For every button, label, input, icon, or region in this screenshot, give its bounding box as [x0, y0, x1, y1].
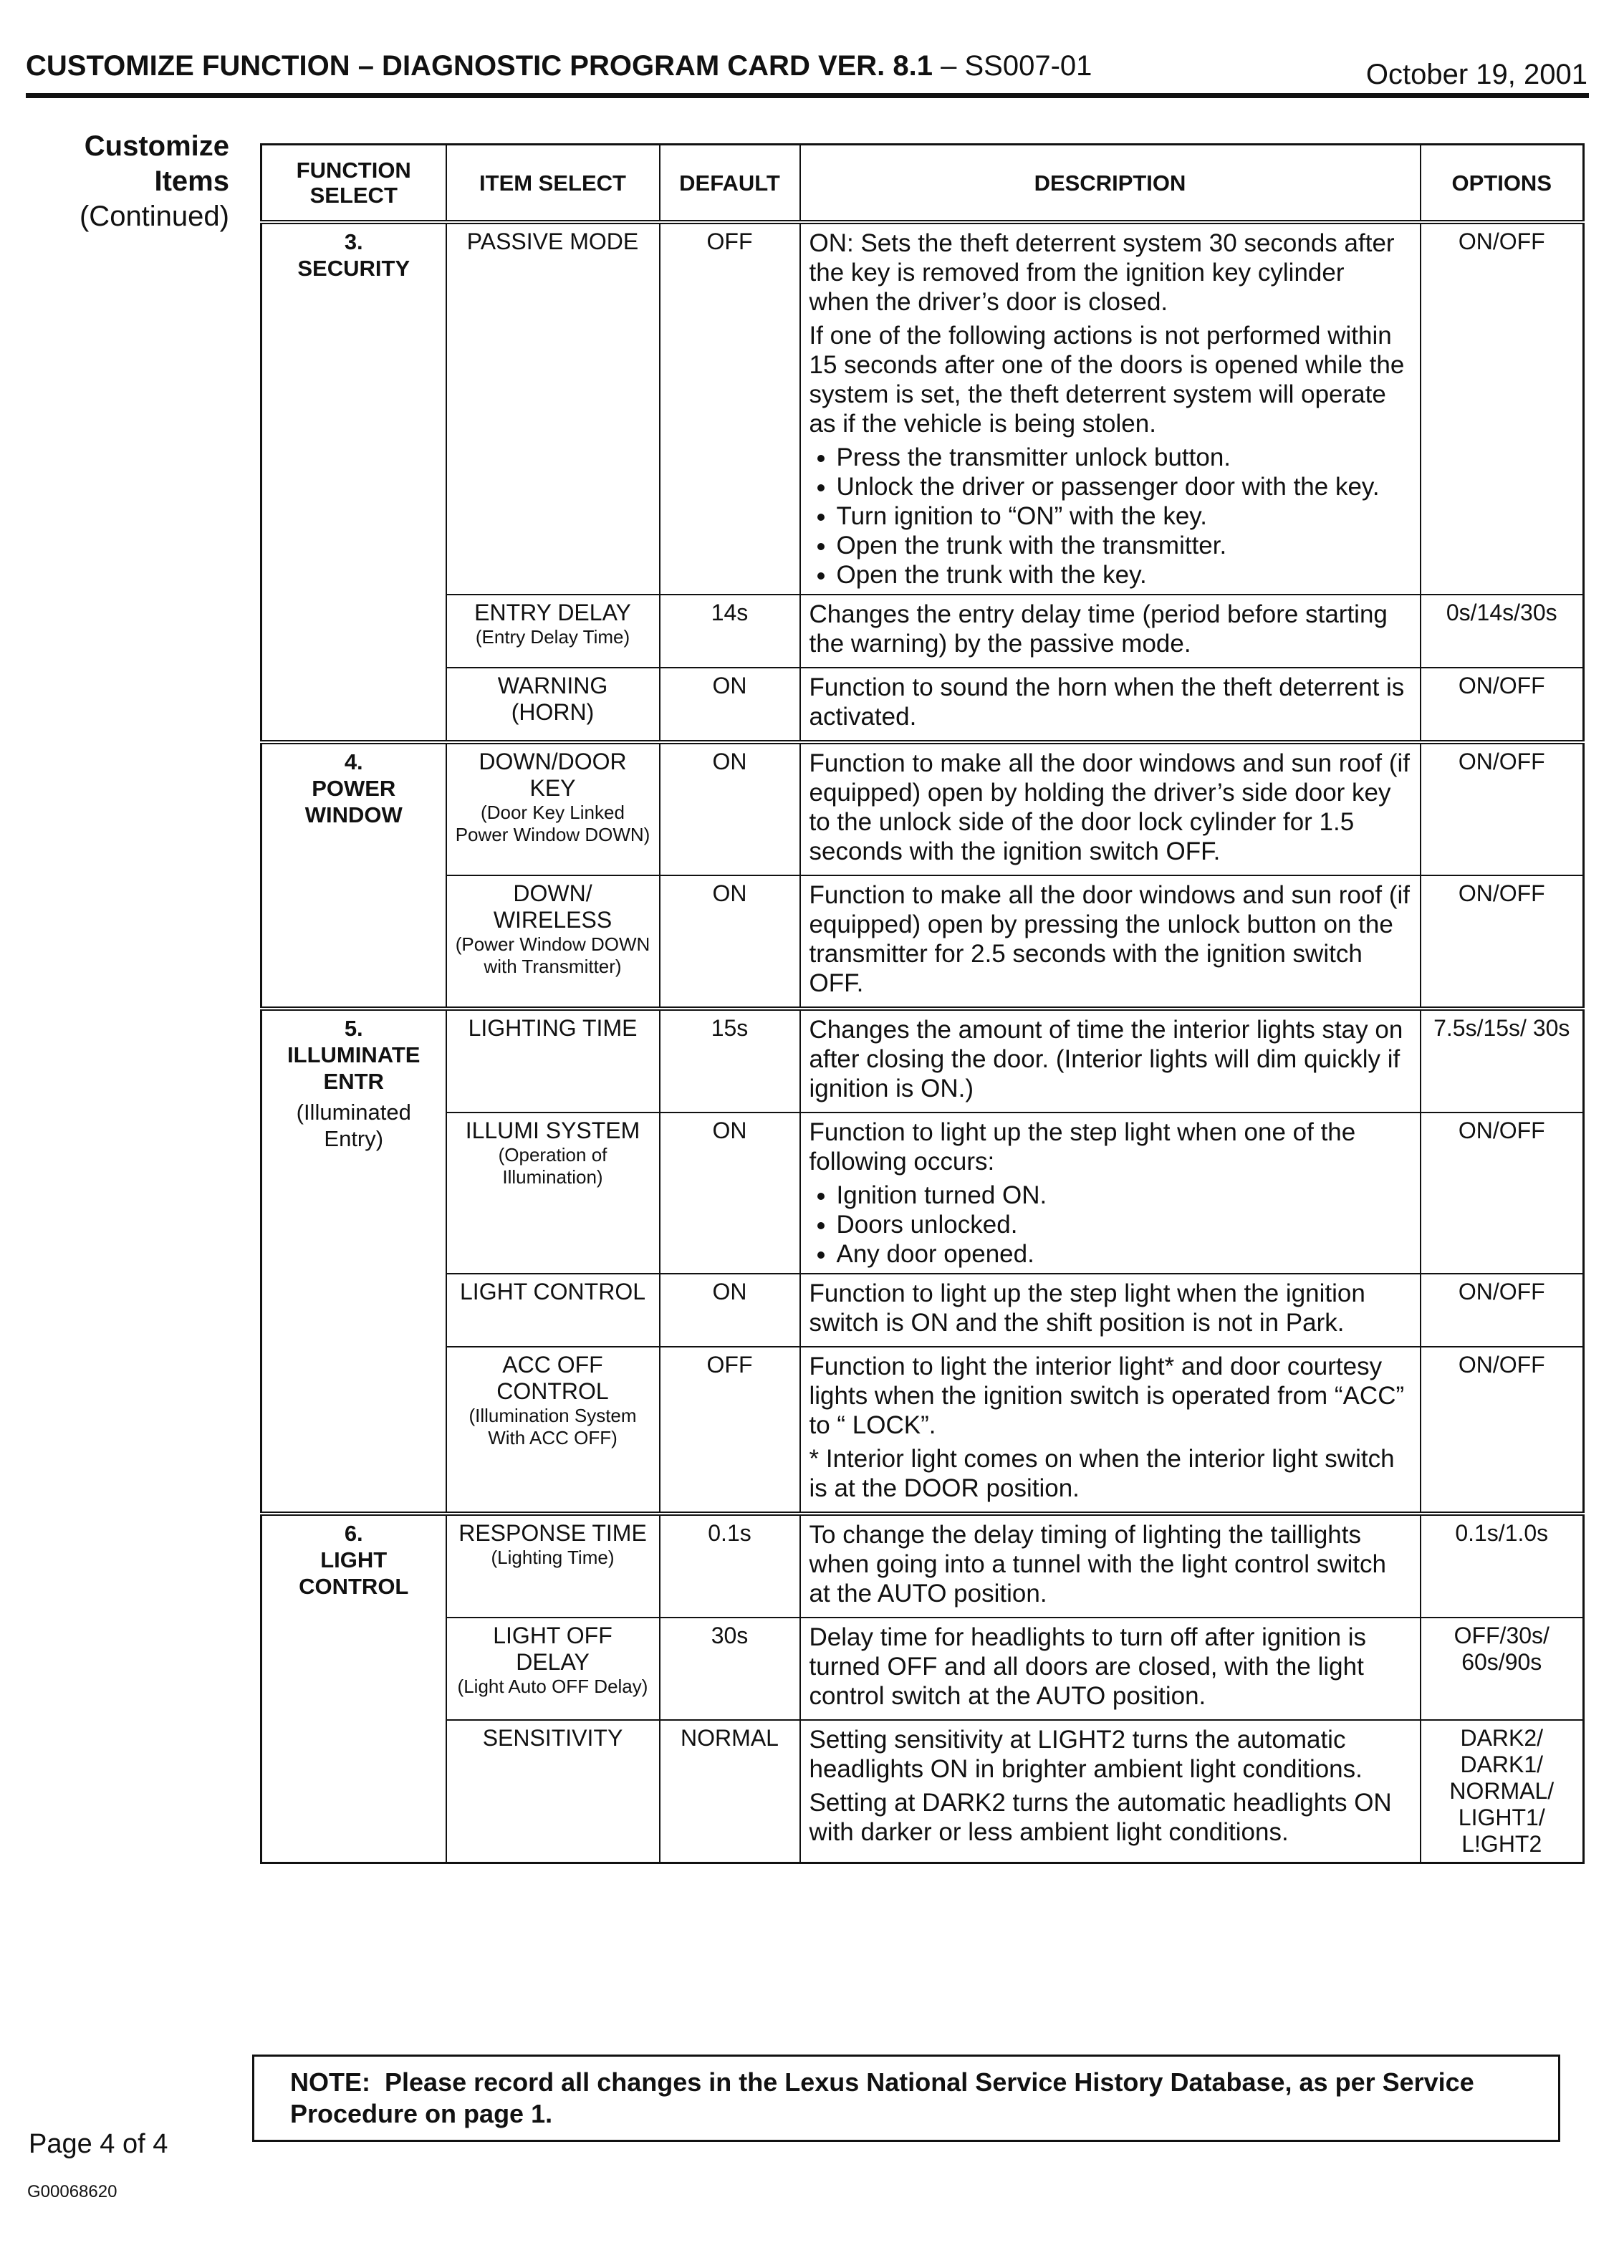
- default-cell: ON: [660, 1274, 800, 1347]
- description-bullets: [809, 1181, 1411, 1269]
- description-paragraph: To change the delay timing of lighting the taillights when going into a tunnel with the light control switch at the AUTO position.: [809, 1521, 1386, 1608]
- col-header-default: DEFAULT: [660, 145, 800, 223]
- item-subtitle: (Illumination System With ACC OFF): [469, 1405, 637, 1448]
- side-label-line1: Customize: [84, 130, 229, 162]
- function-select-cell: [261, 1514, 446, 1863]
- description-bullet: • Ignition turned ON.: [837, 1181, 1411, 1210]
- options-cell: 7.5s/15s/ 30s: [1421, 1009, 1584, 1113]
- item-name: ACC OFF CONTROL: [496, 1352, 609, 1404]
- item-name: ENTRY DELAY: [474, 600, 631, 625]
- item-select-cell: [446, 1009, 660, 1113]
- side-label-line2: Items: [154, 165, 229, 197]
- item-subtitle: (Operation of Illumination): [498, 1144, 607, 1188]
- description-bullets: [809, 443, 1411, 590]
- table-row: [261, 222, 1584, 595]
- item-select-cell: [446, 222, 660, 595]
- description-cell: [800, 1514, 1421, 1618]
- item-select-cell: [446, 875, 660, 1009]
- item-name: RESPONSE TIME: [458, 1520, 647, 1546]
- function-name: POWER WINDOW: [304, 776, 403, 827]
- function-number: 4.: [344, 749, 363, 774]
- document-title: [26, 50, 1092, 82]
- description-bullet: • Turn ignition to “ON” with the key.: [837, 501, 1411, 531]
- table-row: [261, 1347, 1584, 1514]
- description-bullet: • Unlock the driver or passenger door with the key.: [837, 472, 1411, 501]
- item-name: LIGHT OFF DELAY: [493, 1623, 612, 1675]
- item-subtitle: (Light Auto OFF Delay): [457, 1676, 648, 1697]
- options-cell: OFF/30s/ 60s/90s: [1421, 1618, 1584, 1720]
- note-text: Please record all changes in the Lexus National Service History Database, as per Service Procedure on page 1.: [290, 2067, 1474, 2128]
- item-name: LIGHT CONTROL: [460, 1279, 645, 1304]
- table-row: [261, 1514, 1584, 1618]
- function-name: SECURITY: [297, 256, 410, 281]
- description-bullet: • Open the trunk with the transmitter.: [837, 531, 1411, 560]
- col-header-function-select: FUNCTION SELECT: [261, 145, 446, 223]
- table-row: [261, 1009, 1584, 1113]
- table-header-row: [261, 145, 1584, 223]
- col-header-description: DESCRIPTION: [800, 145, 1421, 223]
- section-side-label: [29, 129, 229, 234]
- options-cell: ON/OFF: [1421, 668, 1584, 742]
- title-code: – SS007-01: [933, 50, 1092, 82]
- options-cell: ON/OFF: [1421, 742, 1584, 875]
- item-name: PASSIVE MODE: [466, 229, 639, 254]
- description-paragraph: Function to light the interior light* and door courtesy lights when the ignition switch is operated from “ACC” to “ LOCK”.: [809, 1352, 1405, 1439]
- table-row: [261, 1113, 1584, 1274]
- item-select-cell: [446, 742, 660, 875]
- table-row: [261, 875, 1584, 1009]
- description-bullet: • Any door opened.: [837, 1239, 1411, 1269]
- description-cell: [800, 1009, 1421, 1113]
- default-cell: ON: [660, 742, 800, 875]
- function-number: 6.: [344, 1521, 363, 1546]
- description-paragraph: Function to light up the step light when one of the following occurs:: [809, 1118, 1356, 1176]
- item-select-cell: [446, 1618, 660, 1720]
- description-paragraph: ON: Sets the theft deterrent system 30 seconds after the key is removed from the ignition key cylinder when the driver’s door is closed.: [809, 229, 1395, 316]
- options-cell: DARK2/ DARK1/ NORMAL/ LIGHT1/ L!GHT2: [1421, 1720, 1584, 1863]
- description-paragraph: * Interior light comes on when the interior light switch is at the DOOR position.: [809, 1445, 1395, 1502]
- description-cell: [800, 1618, 1421, 1720]
- table-row: [261, 1618, 1584, 1720]
- note-label: NOTE:: [290, 2067, 370, 2097]
- title-main: CUSTOMIZE FUNCTION – DIAGNOSTIC PROGRAM CARD VER. 8.1: [26, 50, 933, 82]
- item-select-cell: [446, 1720, 660, 1863]
- description-cell: [800, 668, 1421, 742]
- table-row: [261, 595, 1584, 668]
- item-select-cell: [446, 595, 660, 668]
- options-cell: ON/OFF: [1421, 875, 1584, 1009]
- default-cell: 14s: [660, 595, 800, 668]
- item-select-cell: [446, 1113, 660, 1274]
- description-cell: [800, 222, 1421, 595]
- default-cell: 0.1s: [660, 1514, 800, 1618]
- document-date: October 19, 2001: [1365, 59, 1587, 90]
- col-header-options: OPTIONS: [1421, 145, 1584, 223]
- function-select-cell: [261, 742, 446, 1009]
- default-cell: NORMAL: [660, 1720, 800, 1863]
- description-paragraph: Function to sound the horn when the theft deterrent is activated.: [809, 673, 1405, 731]
- item-select-cell: [446, 1274, 660, 1347]
- description-bullet: • Open the trunk with the key.: [837, 560, 1411, 590]
- options-cell: ON/OFF: [1421, 1274, 1584, 1347]
- description-paragraph: Function to make all the door windows and sun roof (if equipped) open by pressing the unlock button on the transmitter for 2.5 seconds with the ignition switch OFF.: [809, 881, 1410, 997]
- table-row: [261, 742, 1584, 875]
- function-select-cell: [261, 222, 446, 742]
- options-cell: 0.1s/1.0s: [1421, 1514, 1584, 1618]
- function-select-cell: [261, 1009, 446, 1514]
- options-cell: ON/OFF: [1421, 1347, 1584, 1514]
- item-name: SENSITIVITY: [482, 1725, 623, 1751]
- item-name: ILLUMI SYSTEM: [465, 1118, 640, 1143]
- function-name: ILLUMINATE ENTR: [287, 1042, 421, 1094]
- description-paragraph: Setting sensitivity at LIGHT2 turns the automatic headlights ON in brighter ambient light conditions.: [809, 1726, 1363, 1783]
- function-name: LIGHT CONTROL: [299, 1547, 409, 1599]
- header-rule: [26, 93, 1589, 98]
- function-number: 5.: [344, 1016, 363, 1041]
- item-name: WARNING (HORN): [497, 673, 608, 725]
- description-bullet: • Press the transmitter unlock button.: [837, 443, 1411, 472]
- item-select-cell: [446, 1514, 660, 1618]
- description-cell: [800, 875, 1421, 1009]
- options-cell: ON/OFF: [1421, 222, 1584, 595]
- default-cell: ON: [660, 1113, 800, 1274]
- default-cell: OFF: [660, 222, 800, 595]
- description-paragraph: Changes the amount of time the interior lights stay on after closing the door. (Interior lights will dim quickly if ignition is ON.): [809, 1016, 1403, 1102]
- document-id: G00068620: [27, 2182, 117, 2201]
- description-cell: [800, 1347, 1421, 1514]
- customize-items-table: [260, 143, 1585, 1864]
- side-label-line3: (Continued): [79, 201, 229, 232]
- item-subtitle: (Power Window DOWN with Transmitter): [455, 933, 650, 977]
- description-paragraph: Changes the entry delay time (period before starting the warning) by the passive mode.: [809, 600, 1388, 658]
- col-header-item-select: ITEM SELECT: [446, 145, 660, 223]
- table-row: [261, 1720, 1584, 1863]
- description-paragraph: Function to make all the door windows and sun roof (if equipped) open by holding the driver’s side door key to the unlock side of the door lock cylinder for 1.5 seconds with the ignition switch OFF.: [809, 749, 1410, 865]
- page-number: Page 4 of 4: [29, 2129, 168, 2159]
- options-cell: 0s/14s/30s: [1421, 595, 1584, 668]
- description-paragraph: Setting at DARK2 turns the automatic headlights ON with darker or less ambient light conditions.: [809, 1789, 1392, 1846]
- item-select-cell: [446, 668, 660, 742]
- description-cell: [800, 1720, 1421, 1863]
- default-cell: 15s: [660, 1009, 800, 1113]
- page-header: [26, 47, 1587, 95]
- item-name: LIGHTING TIME: [468, 1015, 638, 1041]
- table-row: [261, 1274, 1584, 1347]
- default-cell: 30s: [660, 1618, 800, 1720]
- default-cell: OFF: [660, 1347, 800, 1514]
- item-select-cell: [446, 1347, 660, 1514]
- item-name: DOWN/ WIRELESS: [493, 880, 612, 933]
- note-box: [252, 2055, 1560, 2142]
- description-paragraph: Delay time for headlights to turn off after ignition is turned OFF and all doors are closed, with the light control switch at the AUTO position.: [809, 1623, 1367, 1710]
- description-paragraph: Function to light up the step light when the ignition switch is ON and the shift position is not in Park.: [809, 1279, 1365, 1337]
- item-name: DOWN/DOOR KEY: [479, 749, 627, 801]
- description-bullet: • Doors unlocked.: [837, 1210, 1411, 1239]
- table-row: [261, 668, 1584, 742]
- default-cell: ON: [660, 668, 800, 742]
- description-cell: [800, 595, 1421, 668]
- item-subtitle: (Entry Delay Time): [475, 626, 630, 648]
- description-cell: [800, 1113, 1421, 1274]
- default-cell: ON: [660, 875, 800, 1009]
- function-number: 3.: [344, 229, 363, 254]
- description-paragraph: If one of the following actions is not performed within 15 seconds after one of the doors is opened while the system is set, the theft deterrent system will operate as if the vehicle is being stolen.: [809, 322, 1405, 438]
- item-subtitle: (Door Key Linked Power Window DOWN): [455, 802, 650, 845]
- options-cell: ON/OFF: [1421, 1113, 1584, 1274]
- description-cell: [800, 1274, 1421, 1347]
- function-note: (Illuminated Entry): [296, 1100, 411, 1151]
- description-cell: [800, 742, 1421, 875]
- table-body: [261, 222, 1584, 1863]
- item-subtitle: (Lighting Time): [491, 1547, 615, 1568]
